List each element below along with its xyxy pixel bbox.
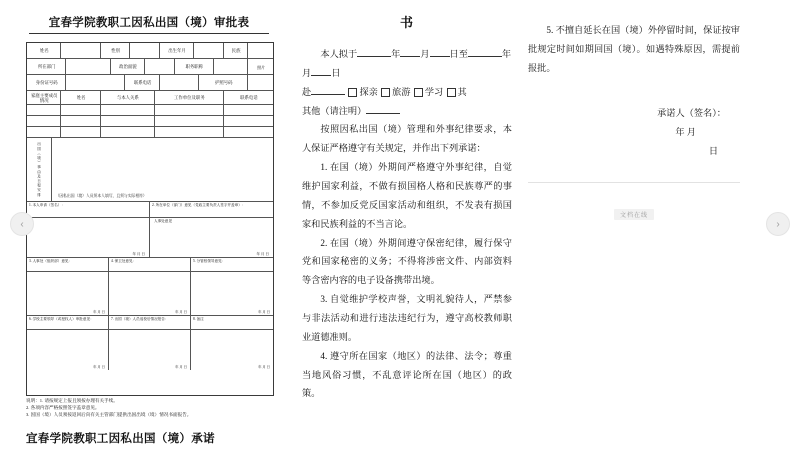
to-label: 日至	[449, 49, 468, 59]
table-row	[27, 127, 273, 138]
cell-phone-value	[160, 75, 199, 90]
commitment-item-3: 3. 自觉维护学校声誉，文明礼貌待人，严禁参与非法活动和进行违法违纪行为，遵守高校教师职业道德准则。	[302, 294, 512, 342]
table-row	[27, 330, 273, 370]
cell-blank	[101, 127, 155, 137]
option-other: 其他（请注明）	[302, 105, 367, 116]
option-visit-relatives: 探亲	[359, 86, 378, 97]
cell-name-value	[61, 43, 100, 58]
cell-applicant-body	[27, 218, 150, 257]
purpose-checkbox-line: 赴 探亲 旅游 学习 其	[302, 86, 467, 97]
table-row	[27, 316, 273, 330]
title-divider	[29, 33, 269, 34]
month-unit: 月	[420, 49, 430, 59]
commitment-letter-title: 书	[399, 15, 414, 30]
cell-dept-value	[66, 59, 110, 74]
chevron-right-icon[interactable]	[766, 212, 790, 236]
cell-return-report-body	[109, 330, 191, 370]
purpose-lead: 赴	[302, 86, 312, 97]
date-line: 年 月 日	[93, 364, 105, 369]
cell-hr-opinion-body	[27, 272, 109, 315]
cell-blank	[61, 116, 100, 126]
commitment-continued	[528, 21, 740, 78]
cell-nation-label: 民族	[224, 43, 249, 58]
cell-purpose-vertical-label: 出国（境）事由及日程安排	[27, 138, 52, 201]
commitment-letter-body	[302, 45, 512, 403]
destination-blank	[311, 85, 345, 95]
cell-blank	[27, 105, 61, 115]
commitment-title: 宜春学院教职工因私出国（境）承诺	[26, 433, 215, 445]
other-blank	[366, 104, 400, 114]
cell-photo-label: 照片	[257, 64, 266, 70]
table-row	[27, 75, 273, 91]
cell-position-label: 职务职称	[175, 59, 214, 74]
form-note-1: 说明：1. 请按规定上报且须按办理有关手续。	[26, 398, 118, 403]
table-row	[27, 43, 273, 59]
purpose-note: （因私出国（境）人员须本人填写，且须与实际相符）	[55, 194, 147, 199]
cell-passport-value	[248, 75, 273, 90]
cell-dept-opinion-title: 2. 所在单位（部门）意见（党政主要负责人签字并盖章）：	[152, 203, 246, 207]
watermark-label: 文档在线	[614, 209, 654, 220]
hr-office-sub-label: 人事处意见	[154, 219, 172, 223]
date-line: 年 月 日	[175, 309, 187, 314]
cell-birth-value	[194, 43, 224, 58]
cell-blank	[27, 116, 61, 126]
cell-leader-opinion-body	[191, 272, 273, 315]
month2-unit: 月	[302, 67, 312, 78]
signature-day: 日	[708, 146, 718, 157]
signature-block	[528, 104, 740, 162]
page-title: 宜春学院教职工因私出国（境）审批表	[48, 17, 250, 29]
cell-political-value	[145, 59, 175, 74]
fill-in-date-line	[302, 45, 512, 64]
cell-political-label: 政治面貌	[111, 59, 145, 74]
month-blank	[400, 47, 420, 57]
cell-blank	[61, 127, 100, 137]
cell-blank	[27, 127, 61, 137]
date-line: 年 月 日	[132, 251, 145, 256]
cell-name-label: 姓名	[27, 43, 61, 58]
cell-return-report-title: 7. 出国（境）人员返校后情况报告：	[109, 316, 191, 329]
cell-birth-label: 出生年月	[160, 43, 194, 58]
cell-blank	[61, 105, 100, 115]
cell-hr-opinion-title: 3. 人事处（组织部）意见：	[27, 258, 109, 271]
cell-dept-label: 所在部门	[27, 59, 66, 74]
signature-year-month: 年 月	[675, 127, 696, 138]
date-line: 年 月 日	[175, 364, 187, 369]
commitment-item-5: 5. 不擅自延长在国（境）外停留时间，保证按审批规定时间如期回国（境）。如遇特殊原因，需提前报批。	[528, 25, 740, 73]
table-row	[27, 116, 273, 127]
cell-security-opinion-body	[109, 272, 191, 315]
cell-idnum-label: 身份证号码	[27, 75, 66, 90]
middle-document-page	[302, 12, 512, 448]
purpose-other-line	[302, 102, 512, 121]
approval-form-table	[26, 42, 274, 396]
table-row	[27, 218, 273, 258]
cell-blank	[155, 116, 224, 126]
prev-page-label: ‹	[20, 218, 24, 230]
checkbox-travel[interactable]	[381, 88, 390, 97]
chevron-left-icon[interactable]	[10, 212, 34, 236]
fill-lead: 本人拟于	[320, 49, 358, 59]
date-line: 年 月 日	[93, 309, 105, 314]
cell-leader-opinion-title: 5. 分管校领导意见：	[192, 259, 226, 263]
cell-blank	[155, 127, 224, 137]
checkbox-visit-relatives[interactable]	[348, 88, 357, 97]
cell-dept-opinion-body	[150, 218, 273, 257]
day-blank	[430, 47, 450, 57]
cell-gender-value	[130, 43, 160, 58]
form-notes	[26, 398, 276, 419]
date-line: 年 月 日	[256, 251, 269, 256]
cell-blank	[224, 127, 273, 137]
cell-position-value	[214, 59, 248, 74]
cell-phone-label: 联系电话	[125, 75, 159, 90]
date-line: 年 月 日	[258, 309, 270, 314]
year-blank	[357, 47, 391, 57]
checkbox-other[interactable]	[447, 88, 456, 97]
cell-purpose-body	[52, 138, 273, 201]
watermark	[528, 209, 740, 220]
cell-passport-label: 护照号码	[199, 75, 248, 90]
month2-blank	[311, 66, 331, 76]
day2-unit: 日	[331, 67, 341, 78]
cell-idnum-value	[66, 75, 125, 90]
cell-blank	[224, 105, 273, 115]
table-row	[27, 59, 273, 75]
cell-remarks-title: 8. 备注	[192, 317, 204, 321]
table-row-family-header	[27, 91, 273, 105]
cell-family-label: 家庭主要成员情况	[27, 91, 61, 104]
cell-remarks-body	[191, 330, 273, 370]
cell-family-name: 姓名	[61, 91, 100, 104]
left-document-page	[18, 14, 280, 446]
commitment-item-4: 4. 遵守所在国家（地区）的法律、法令；尊重当地风俗习惯，不乱意评论所在国（地区）的政策。	[302, 350, 512, 399]
cell-family-relation: 与本人关系	[101, 91, 155, 104]
form-note-3: 3. 因国（境）人员须按返回后向有关主管部门提供出国出境（境）情况书面报告。	[26, 411, 192, 417]
cell-family-work: 工作单位及职务	[155, 91, 224, 104]
year2-unit: 年	[501, 49, 512, 59]
option-study: 学习	[424, 86, 444, 97]
cell-nation-value	[248, 43, 273, 58]
table-row	[27, 105, 273, 116]
cell-blank	[224, 116, 273, 126]
cell-gender-label: 性别	[101, 43, 131, 58]
year2-blank	[468, 47, 502, 57]
cell-applicant-title: 1. 本人申请（签名）：	[27, 202, 150, 217]
checkbox-study[interactable]	[414, 88, 423, 97]
cell-blank	[101, 105, 155, 115]
fill-in-date-line-2	[302, 64, 512, 83]
form-note-2: 2. 各项内容严格按照签字盖章意见。	[26, 404, 100, 410]
cell-family-phone: 联系电话	[240, 95, 258, 101]
cell-blank	[101, 116, 155, 126]
cell-blank	[155, 105, 224, 115]
right-document-page	[528, 12, 740, 448]
section-divider	[528, 182, 740, 183]
table-row-purpose	[27, 138, 273, 202]
table-row	[27, 272, 273, 316]
cell-final-approval-body	[27, 330, 109, 370]
cell-security-opinion-title: 4. 保卫处意见：	[109, 258, 191, 271]
option-travel: 旅游	[392, 86, 411, 97]
table-row	[27, 258, 273, 272]
cell-final-approval-title: 6. 学校主要领导（或授权人）审批意见：	[27, 316, 109, 329]
year-unit: 年	[391, 49, 401, 59]
date-line: 年 月 日	[258, 364, 270, 369]
signature-label: 承诺人（签名）：	[657, 107, 726, 118]
commitment-item-1: 1. 在国（境）外期间严格遵守外事纪律，自觉维护国家利益，不做有损国格人格和民族尊严的事情，不参加反党反国家活动和组织，不发表有损国家和民族利益的不当言论。	[302, 162, 512, 229]
commitment-item-2: 2. 在国（境）外期间遵守保密纪律，履行保守党和国家秘密的义务；不得将涉密文件、内部资料等含密内容的电子设备携带出境。	[302, 237, 512, 286]
table-row	[27, 202, 273, 218]
next-page-label: ›	[776, 218, 780, 230]
commitment-intro: 按照因私出国（境）管理和外事纪律要求，本人保证严格遵守有关规定，并作出下列承诺：	[302, 124, 512, 154]
